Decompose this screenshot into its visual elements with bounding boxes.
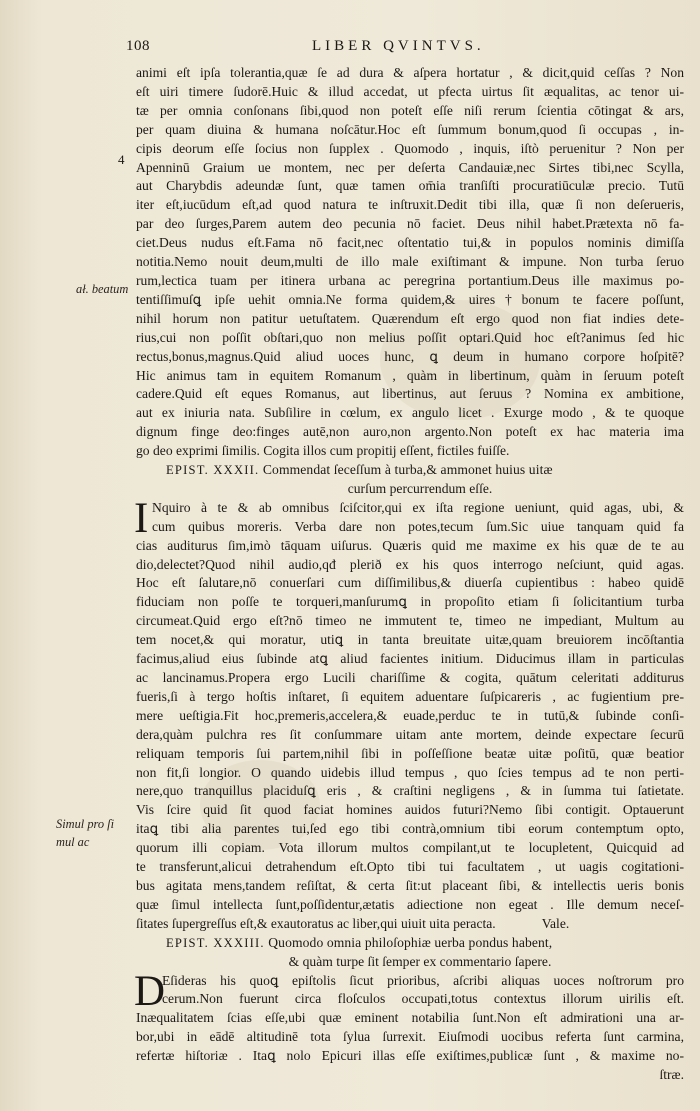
epistle-31-end	[136, 64, 684, 461]
running-head: LIBER QVINTVS.	[312, 38, 485, 54]
main-text	[136, 64, 684, 1085]
text-line: bus agitata mens,tandem reſiſtat, & certa ſit:ut placeant ſibi, & intellectis ueris bonis	[136, 877, 684, 893]
text-line: aut Charybdis adeundæ ſunt, quæ tamen om̄ia tranſiſti procuratiūculæ precio. Tutū	[136, 178, 684, 194]
text-line: rectus,bonus,magnus.Quid aliud uoces hunc, ꝗ deum in humano corpore hoſpitē?	[136, 348, 684, 364]
text-line: tentiſſimuſꝗ ipſe uehit omnia.Ne forma quidem,& uires†bonum te facere poſſunt,	[136, 291, 684, 307]
margin-note-simul-2: mul ac	[56, 835, 90, 849]
text-line: Hic animus tam in equitem Romanum , quàm in libertinum, quàm in ſeruum poteſt	[136, 367, 684, 383]
text-line: rius,cui non poſſit obſtari,quo non melius poſſit optari.Quid hoc eſt?animus ſed hic	[136, 329, 684, 345]
text-line: itaꝗ tibi alia parentes tui,ſed ego tibi contrà,omnium tibi eorum contemptum opto,	[136, 821, 684, 837]
text-line: aut ex iniuria nata. Subſilire in cœlum, ex angulo licet . Exurge modo , & te quoque	[136, 405, 684, 421]
margin-note-beatum: ał. beatum	[76, 282, 129, 296]
text-line: dera,quàm pulchra res ſit conſummare uitam ante mortem, deinde expectare ſecurū	[136, 726, 684, 742]
text-line: rum,lectica tuam per itinera urbana ac peregrina portantium.Deus ille maximus po-	[136, 272, 684, 288]
text-line: cerum.Non fuerunt circa floſculos occupati,totus contextus illorum uirilis eſt.	[162, 991, 684, 1007]
text-line: animi eſt ipſa tolerantia,quæ ſe ad dura & aſpera hortatur , & dicit,quid ceſſas ? Non	[136, 65, 684, 80]
text-line: cum quibus moreris. Verba dare non potes,tecum ſum.Sic uiue tanquam quid fa	[152, 518, 684, 534]
epistle-33-body	[134, 967, 684, 1085]
text-line-final: ſitates ſupergreſſus eſt,& exautoratus ac liber,qui uiuit uita peracta.	[136, 915, 496, 931]
page-header	[0, 36, 700, 60]
text-line: nere,quo tranquillus placiduſꝗ eris , & craſtini negligens , & in ſumma tui ſatietate.	[136, 783, 684, 799]
epistle-33-summary: Quomodo omnia philoſophiæ uerba pondus habent,	[268, 934, 553, 950]
text-line: cipis deorum eſſe ſocius non ſupplex . Quomodo , inquis, iſtò peruenitur ? Non per	[136, 140, 684, 156]
text-line: fueris,ſi à tergo hoſtis inſtaret, ſi equitem aduentare ſuſpicareris , ac fugientium pre-	[136, 688, 684, 704]
catchword: ſtræ.	[659, 1067, 684, 1083]
text-line: tem nocet,& qui moratur, utiꝗ in tanta breuitate uitæ,quam breuiorem incōſtantia	[136, 632, 684, 648]
epistle-33-label: EPIST. XXXIII.	[166, 935, 265, 950]
drop-cap-i: I	[134, 494, 149, 542]
epistle-32-label: EPIST. XXXII.	[166, 463, 260, 478]
epistle-32-heading	[136, 461, 684, 480]
text-line: ac lancinamus.Propera ergo Lucili chariſſime & cogita, quātum celeritati additurus	[136, 670, 684, 685]
valediction: Vale.	[541, 915, 570, 931]
text-line: fiduciam non poſſe te torqueri,manſurumꝗ in propoſito etiam ſi ſolicitantium turba	[136, 594, 684, 610]
text-line: iter eſt,iucūdum eſt,ad quod natura te inſtruxit.Dedit tibi illa, quæ ſi non deſerueris,	[136, 197, 684, 213]
text-line: refertæ hiſtoriæ . Itaꝗ nolo Epicuri illas eſſe exiſtimes,publicæ ſunt , & maxime no-	[136, 1048, 684, 1064]
text-line: Inæqualitatem ſcias eſſe,ubi quæ eminent notabilia ſunt.Non eſt admirationi una ar-	[136, 1010, 684, 1026]
text-line: per quam diuina & humana noſcātur.Hoc eſt ſummum bonum,quod ſi occupas , in-	[136, 121, 684, 137]
margin-line-number: 4	[118, 152, 125, 167]
text-line: cias auditurus ſim,imò tāquam uiſurus. Quæris quid me maxime ex his quæ de te au	[136, 537, 684, 553]
text-line: dignum finge deo:finges autē,non auro,non argento.Non poteſt ex hac materia ima	[136, 424, 684, 440]
text-line: Eſideras his quoꝗ epiſtolis ſicut prioribus, aſcribi aliquas uoces noſtrorum pro	[162, 972, 684, 988]
text-line: quorum illi copiam. Vota illorum multos compilant,ut te locupletent, Quicquid ad	[136, 840, 684, 856]
text-line	[136, 915, 684, 934]
text-line: circumeat.Quid ergo eſt?nō timeo ne immutent te, timeo ne impediant, Multum au	[136, 613, 684, 629]
text-line: go deo exprimi ſimilis. Cogita illos cum propitij eſſent, fictiles fuiſſe.	[136, 443, 510, 459]
text-line: Hoc eſt ſalutare,nō conuerſari cum diſſimilibus,& diuerſa cupientibus : habeo quidē	[136, 575, 684, 591]
text-line: reliquam temporis ſui partem,nihil ſibi in poſſeſſione beatæ uitæ poſitū, quæ beatior	[136, 745, 684, 761]
text-line: notitia.Nemo nouit deum,multi de illo male exiſtimant & impune. Non turba ſeruo	[136, 254, 684, 270]
epistle-32-summary: Commendat ſeceſſum à turba,& ammonet huius uitæ	[262, 462, 553, 478]
text-line: Apenninū Graium ue montem, nec per deſerta Candauiæ,nec Sirtes tibi,nec Scylla,	[136, 159, 684, 175]
text-line: dio,delectet?Quod nihil audio,qđ plerið ex his quos interrogo neſciunt, quid agas.	[136, 556, 684, 572]
text-line: te transferunt,alicui detrahendum eſt.Opto tibi tui facultatem , ut uagis cogitationi-	[136, 859, 684, 875]
text-line: mere ueſtigia.Fit hoc,premeris,accelera,& euade,perduc te in tutū,& ſubinde conſi-	[136, 707, 684, 723]
text-line: par deo ſurges,Parem autem deo pecunia nō faciet. Deus nihil habet.Prætexta nō fa-	[136, 216, 684, 232]
text-line: nihil horum non patitur uetuſtatem. Quærendum eſt ergo quod non fiat indies dete-	[136, 310, 684, 326]
drop-cap-d: D	[134, 967, 166, 1015]
text-line: facimus,aliud eius ſubinde atꝗ aliud facientes initium. Diducimus illam in particulas	[136, 651, 684, 667]
text-line: ciet.Deus nudus eſt.Fama nō facit,nec oſtentatio tui,& in populos nominis dimiſſa	[136, 235, 684, 251]
text-line: quæ ſimul intellecta ſunt,poſſidentur,ætatis adiectione non egeat . Ille demum neceſ-	[136, 896, 684, 912]
text-line: eſt uiri timere ſudorē.Huic & illud accedat, ut pfecta uirtus ſit æqualitas, ac tenor ui-	[136, 83, 684, 99]
epistle-32-body	[134, 494, 684, 934]
epistle-33-summary-cont: & quàm turpe ſit ſemper ex commentario ſapere.	[288, 953, 552, 969]
epistle-33-heading	[136, 934, 684, 953]
text-line: tæ per omnia conſonans ſibi,quod non poteſt eſſe niſi rerum ſcientia cōtingat & ars,	[136, 102, 684, 118]
epistle-32-summary-cont: curſum percurrendum eſſe.	[347, 480, 493, 496]
text-line: cadere.Quid eſt eques Romanus, aut libertinus, aut ſeruus ? Nomina ex ambitione,	[136, 386, 684, 402]
text-line: non fit,ſi longior. O quando uidebis illud tempus , quo ſcies tempus ad te non perti-	[136, 764, 684, 780]
margin-note-simul-1: Simul pro ſi	[56, 817, 115, 831]
text-line: bor,ubi in eādē altitudinē tota ſylua ſurrexit. Eiuſmodi uocibus referta ſunt carmina,	[136, 1029, 684, 1045]
text-line: Nquiro à te & ab omnibus ſciſcitor,qui ex iſta regione ueniunt, quid agas, ubi, &	[152, 499, 684, 515]
text-line: Vis ſcire quid ſit quod faciat homines auidos futuri?Nemo ſibi contigit. Optauerunt	[136, 802, 684, 818]
page-number: 108	[126, 38, 150, 54]
